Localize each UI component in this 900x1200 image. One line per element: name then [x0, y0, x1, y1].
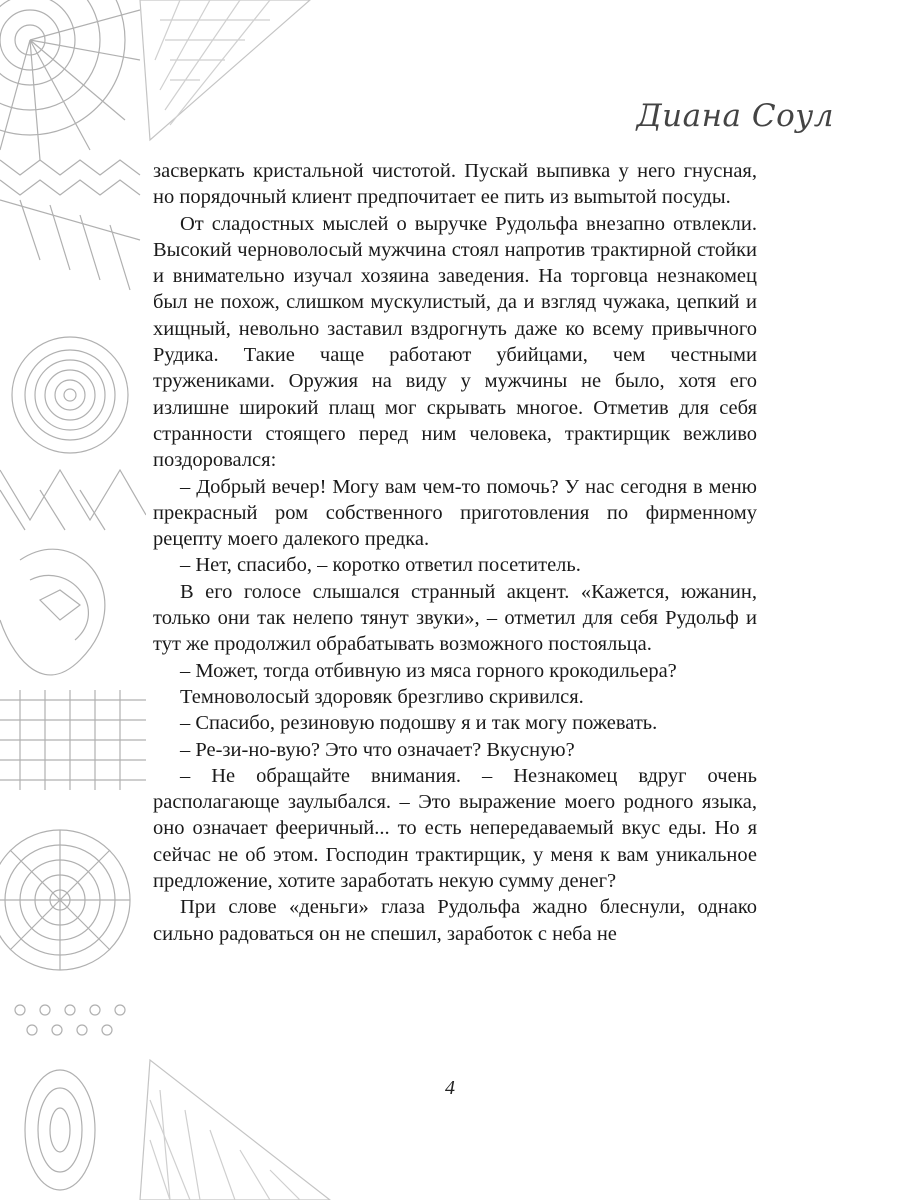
paragraph: В его голосе слышался странный акцент. «Кажется, южанин, только они так нелепо тянут звуки», – отметил для себя Рудольф и тут же продолжил обрабатывать возможного постояльца.: [153, 580, 757, 656]
body-text: [153, 158, 757, 947]
paragraph: При слове «деньги» глаза Рудольфа жадно блеснули, однако сильно радоваться он не спешил, заработок с неба не: [153, 896, 757, 945]
paragraph: – Ре-зи-но-вую? Это что означает? Вкусную?: [180, 738, 575, 761]
paragraph: От сладостных мыслей о выручке Рудольфа внезапно отвлекли. Высокий черноволосый мужчина стоял напротив трактирной стойки и внимательно изучал хозяина заведения. На торговца незнакомец был не похож, слишком мускулистый, да и взгляд чужака, цепкий и хищный, невольно заставил вздрогнуть даже ко всему привычного Рудика. Такие чаще работают убийцами, чем честными тружениками. Оружия на виду у мужчины не было, хотя его излишне широкий плащ мог скрывать многое. Отметив для себя странности стоящего перед ним человека, трактирщик вежливо поздоровался:: [153, 212, 757, 472]
lower-mandala: [0, 830, 130, 970]
paragraph: – Нет, спасибо, – коротко ответил посетитель.: [180, 554, 581, 577]
spiral: [12, 337, 128, 453]
paragraph: – Не обращайте внимания. – Незнакомец вдруг очень располагающе заулыбался. – Это выражение моего родного языка, оно означает фееричный... то есть непередаваемый вкус еды. Но я сейчас не об этом. Господин трактирщик, у меня к вам уникальное предложение, хотите заработать некую сумму денег?: [153, 764, 757, 893]
paragraph: – Добрый вечер! Могу вам чем-то помочь? У нас сегодня в меню прекрасный ром собственного приготовления по фирменному рецепту моего далекого предка.: [153, 475, 757, 551]
top-fan: [0, 0, 140, 160]
paragraph: Темноволосый здоровяк брезгливо скривился.: [180, 685, 584, 708]
paragraph: – Может, тогда отбивную из мяса горного крокодильера?: [180, 659, 677, 682]
paragraph: – Спасибо, резиновую подошву я и так могу пожевать.: [180, 712, 658, 735]
running-header-author: Диана Соул: [636, 98, 834, 134]
paragraph: засверкать кристальной чистотой. Пускай выпивка у него гнусная, но порядочный клиент предпочитает ее пить из выmытой посуды.: [153, 160, 757, 209]
page-number: 4: [445, 1077, 455, 1099]
